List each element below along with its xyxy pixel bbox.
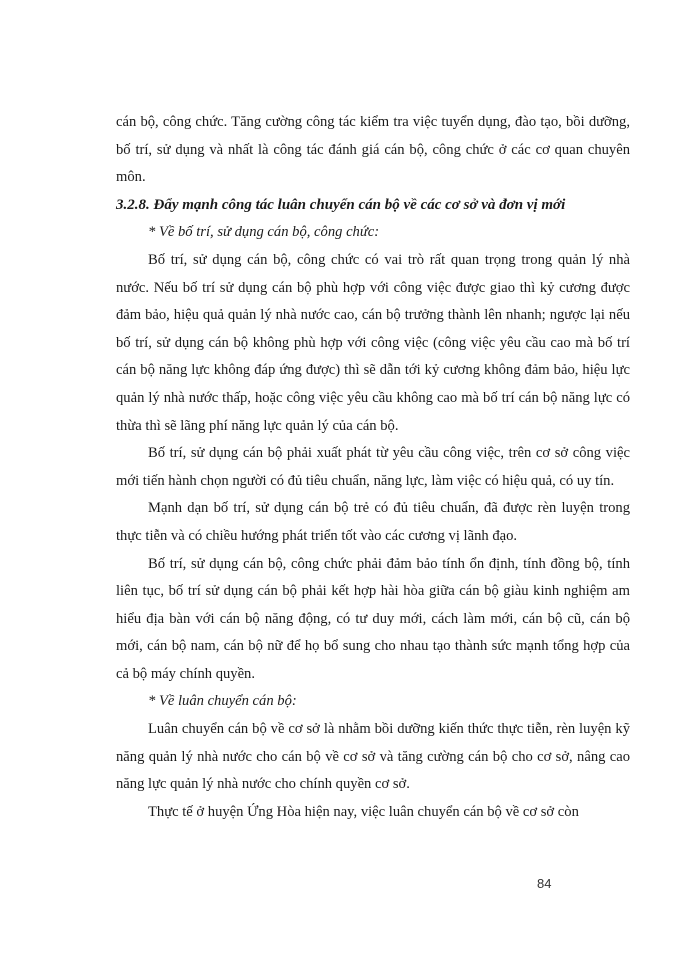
paragraph-stability: Bố trí, sử dụng cán bộ, công chức phải đảm bảo tính ổn định, tính đồng bộ, tính liên tục, bố trí sử dụng cán bộ phải kết hợp hài hòa giữa cán bộ giàu kinh nghiệm am hiểu địa bàn với cán bộ năng động, có tư duy mới, cách làm mới, cán bộ cũ, cán bộ mới, cán bộ nam, cán bộ nữ để họ bổ sung cho nhau tạo thành sức mạnh tổng hợp của cả bộ máy chính quyền. <box>116 555 630 682</box>
document-body <box>116 109 630 826</box>
subheading-staffing: * Về bố trí, sử dụng cán bộ, công chức: <box>148 224 380 241</box>
paragraph-ung-hoa: Thực tế ở huyện Ứng Hòa hiện nay, việc luân chuyển cán bộ về cơ sở còn <box>148 803 579 820</box>
paragraph-staffing-role: Bố trí, sử dụng cán bộ, công chức có vai trò rất quan trọng trong quản lý nhà nước. Nếu bố trí sử dụng cán bộ phù hợp với công việc được giao thì kỷ cương được đảm bảo, hiệu quả quản lý nhà nước cao, cán bộ trưởng thành lên nhanh; ngược lại nếu bố trí, sử dụng cán bộ không phù hợp với công việc (công việc yêu cầu cao mà bố trí cán bộ năng lực không đáp ứng được) thì sẽ dẫn tới kỷ cương không đảm bảo, hiệu lực quản lý nhà nước thấp, hoặc công việc yêu cầu không cao mà bố trí cán bộ năng lực có thừa thì sẽ lãng phí năng lực quản lý của cán bộ. <box>116 251 630 434</box>
paragraph-rotation-purpose: Luân chuyển cán bộ về cơ sở là nhằm bồi dưỡng kiến thức thực tiễn, rèn luyện kỹ năng quản lý nhà nước cho cán bộ về cơ sở và tăng cường cán bộ cho cơ sở, nâng cao năng lực quản lý nhà nước cho chính quyền cơ sở. <box>116 721 630 793</box>
paragraph-staffing-requirements: Bố trí, sử dụng cán bộ phải xuất phát từ yêu cầu công việc, trên cơ sở công việc mới tiến hành chọn người có đủ tiêu chuẩn, năng lực, làm việc có hiệu quả, có uy tín. <box>116 445 630 489</box>
page-number: 84 <box>537 876 552 891</box>
paragraph-continuation: cán bộ, công chức. Tăng cường công tác kiểm tra việc tuyển dụng, đào tạo, bồi dưỡng, bố trí, sử dụng và nhất là công tác đánh giá cán bộ, công chức ở các cơ quan chuyên môn. <box>116 114 630 186</box>
paragraph-young-staff: Mạnh dạn bố trí, sử dụng cán bộ trẻ có đủ tiêu chuẩn, đã được rèn luyện trong thực tiễn và có chiều hướng phát triển tốt vào các cương vị lãnh đạo. <box>116 500 630 544</box>
subheading-rotation: * Về luân chuyển cán bộ: <box>148 693 297 710</box>
section-heading: 3.2.8. Đẩy mạnh công tác luân chuyển cán bộ về các cơ sở và đơn vị mới <box>116 196 566 213</box>
